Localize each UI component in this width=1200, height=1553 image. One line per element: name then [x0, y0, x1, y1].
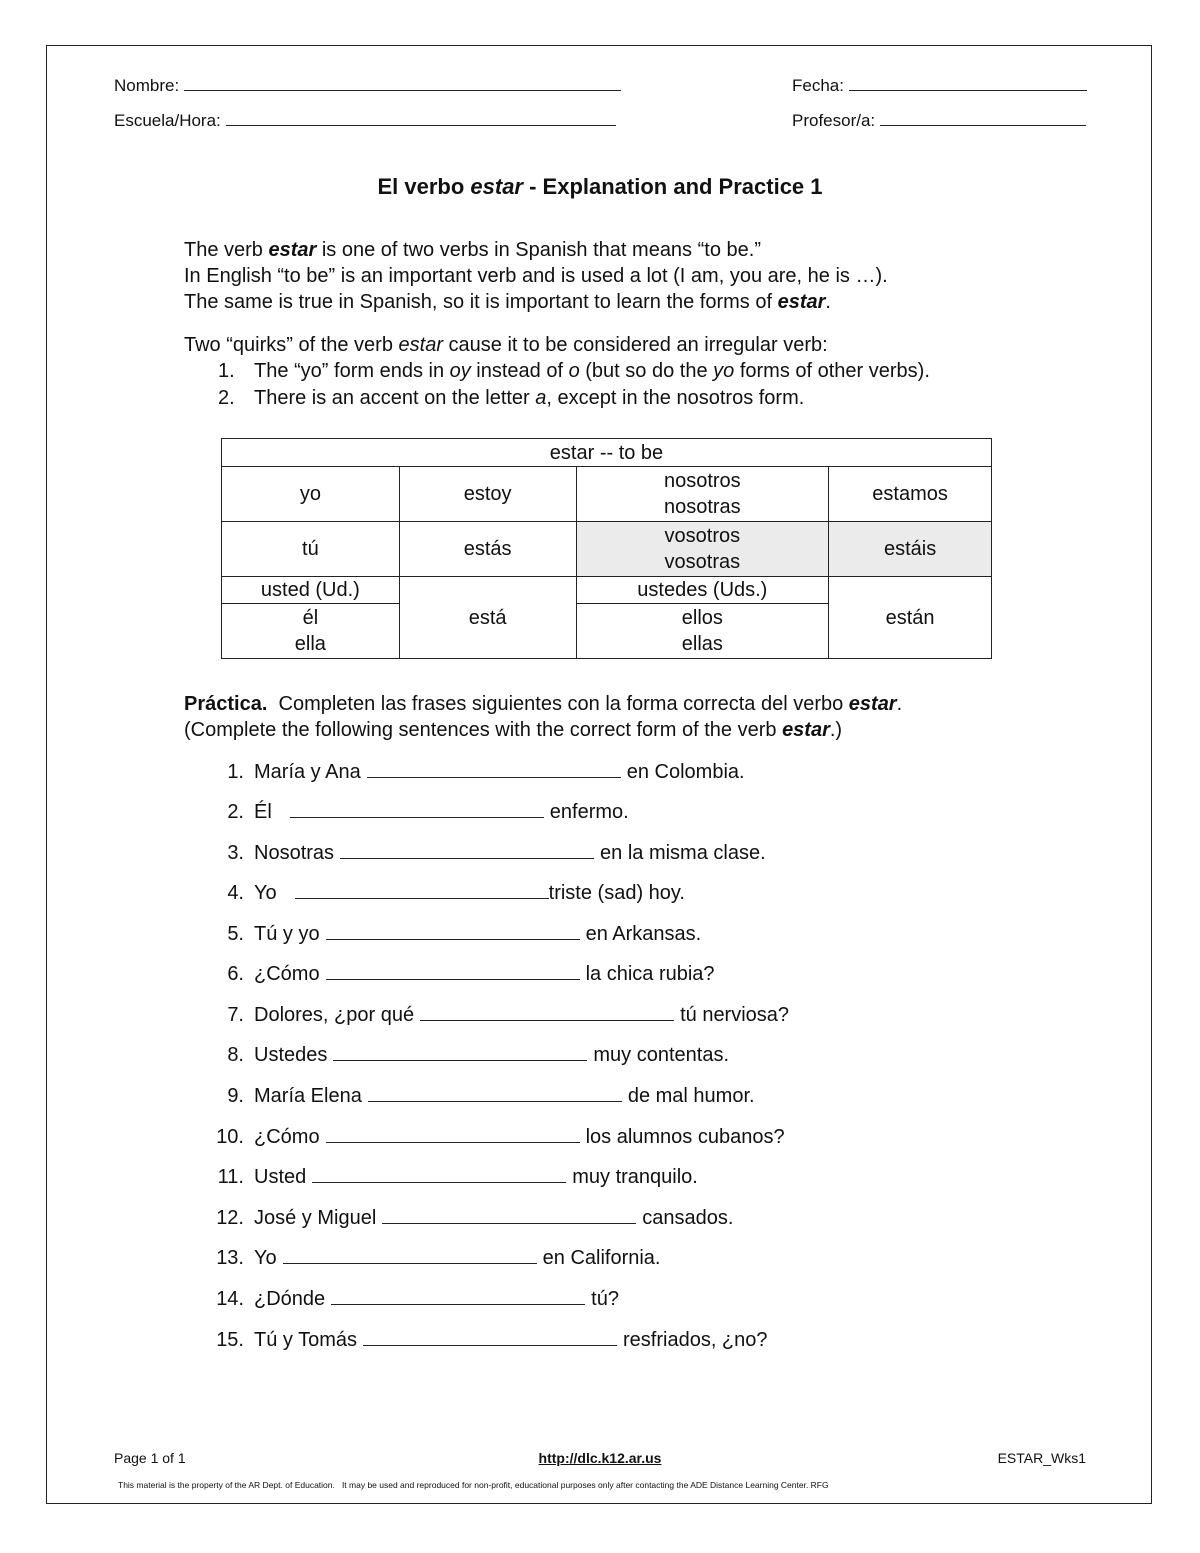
answer-blank[interactable]: [326, 961, 580, 980]
exercise-item: 3. Nosotras en la misma clase.: [227, 842, 766, 864]
exercise-item: 9. María Elena de mal humor.: [227, 1085, 755, 1107]
exercise-item: 2. Él enfermo.: [227, 801, 629, 823]
answer-blank[interactable]: [367, 759, 621, 778]
pronoun-ustedes: ustedes (Uds.): [576, 577, 829, 604]
exercise-item: 10. ¿Cómo los alumnos cubanos?: [216, 1126, 785, 1148]
answer-blank[interactable]: [331, 1286, 585, 1305]
exercise-item: 7. Dolores, ¿por qué tú nerviosa?: [227, 1004, 790, 1026]
fecha-blank[interactable]: [849, 73, 1087, 91]
answer-blank[interactable]: [326, 921, 580, 940]
footer-link-text[interactable]: http://dlc.k12.ar.us: [538, 1450, 662, 1466]
profesor-label: Profesor/a:: [792, 111, 876, 130]
intro-line-1: The verb estar is one of two verbs in Spanish that means “to be.”: [184, 239, 761, 261]
practica-line-es: Práctica. Completen las frases siguientes con la forma correcta del verbo estar.: [184, 693, 903, 715]
conjugation-table: [221, 438, 992, 659]
answer-blank[interactable]: [363, 1327, 617, 1346]
exercise-item: 5. Tú y yo en Arkansas.: [227, 923, 702, 945]
escuela-field[interactable]: [114, 108, 616, 131]
pronoun-yo: yo: [222, 467, 400, 522]
form-estamos: estamos: [829, 467, 992, 522]
profesor-blank[interactable]: [880, 108, 1086, 126]
form-estan: están: [829, 577, 992, 659]
quirk-item-1: 1. The “yo” form ends in oy instead of o (but so do the yo forms of other verbs).: [218, 360, 930, 382]
document-code: ESTAR_Wks1: [997, 1450, 1086, 1466]
answer-blank[interactable]: [312, 1164, 566, 1183]
intro-line-3: The same is true in Spanish, so it is important to learn the forms of estar.: [184, 291, 831, 313]
legal-notice: This material is the property of the AR Dept. of Education. It may be used and reproduced for non-profit, educational purposes only after contacting the ADE Distance Learning Center. RFG: [118, 1480, 829, 1490]
escuela-label: Escuela/Hora:: [114, 111, 221, 130]
practica-line-en: (Complete the following sentences with the correct form of the verb estar.): [184, 719, 843, 741]
quirk-item-2: 2. There is an accent on the letter a, except in the nosotros form.: [218, 387, 805, 409]
exercise-item: 13. Yo en California.: [216, 1247, 661, 1269]
answer-blank[interactable]: [382, 1205, 636, 1224]
title-prefix: El verbo: [377, 174, 471, 199]
nombre-field[interactable]: [114, 73, 621, 96]
intro-paragraph: [184, 237, 888, 315]
answer-blank[interactable]: [368, 1083, 622, 1102]
quirks-intro: Two “quirks” of the verb estar cause it to be considered an irregular verb:: [184, 334, 828, 356]
pronoun-nosotros: nosotros nosotras: [576, 467, 829, 522]
exercise-item: 1. María y Ana en Colombia.: [227, 761, 745, 783]
pronoun-usted: usted (Ud.): [222, 577, 400, 604]
answer-blank[interactable]: [283, 1245, 537, 1264]
exercise-item: 11. Usted muy tranquilo.: [217, 1166, 698, 1188]
exercise-item: 12. José y Miguel cansados.: [216, 1207, 734, 1229]
form-estais: estáis: [829, 522, 992, 577]
form-esta: está: [399, 577, 576, 659]
form-estoy: estoy: [399, 467, 576, 522]
nombre-blank[interactable]: [184, 73, 621, 91]
answer-blank[interactable]: [290, 799, 544, 818]
pronoun-tu: tú: [222, 522, 400, 577]
title-verb: estar: [470, 174, 523, 199]
table-caption: estar -- to be: [222, 439, 992, 467]
page-title: [0, 174, 1200, 200]
exercise-item: 4. Yo triste (sad) hoy.: [227, 882, 685, 904]
title-suffix: - Explanation and Practice 1: [522, 174, 823, 199]
pronoun-ellos-ellas: ellos ellas: [576, 604, 829, 659]
page-number: Page 1 of 1: [114, 1450, 186, 1466]
practica-instructions: [184, 691, 902, 743]
profesor-field[interactable]: [792, 108, 1086, 131]
exercise-item: 6. ¿Cómo la chica rubia?: [227, 963, 715, 985]
form-estas: estás: [399, 522, 576, 577]
nombre-label: Nombre:: [114, 76, 180, 95]
answer-blank[interactable]: [420, 1002, 674, 1021]
answer-blank[interactable]: [326, 1124, 580, 1143]
exercise-item: 14. ¿Dónde tú?: [216, 1288, 619, 1310]
exercise-item: 8. Ustedes muy contentas.: [227, 1044, 729, 1066]
pronoun-el-ella: él ella: [222, 604, 400, 659]
answer-blank[interactable]: [295, 880, 549, 899]
intro-line-2: In English “to be” is an important verb and is used a lot (I am, you are, he is …).: [184, 265, 888, 287]
answer-blank[interactable]: [333, 1042, 587, 1061]
fecha-field[interactable]: [792, 73, 1087, 96]
pronoun-vosotros: vosotros vosotras: [576, 522, 829, 577]
escuela-blank[interactable]: [226, 108, 616, 126]
answer-blank[interactable]: [340, 840, 594, 859]
fecha-label: Fecha:: [792, 76, 844, 95]
exercise-item: 15. Tú y Tomás resfriados, ¿no?: [216, 1329, 768, 1351]
